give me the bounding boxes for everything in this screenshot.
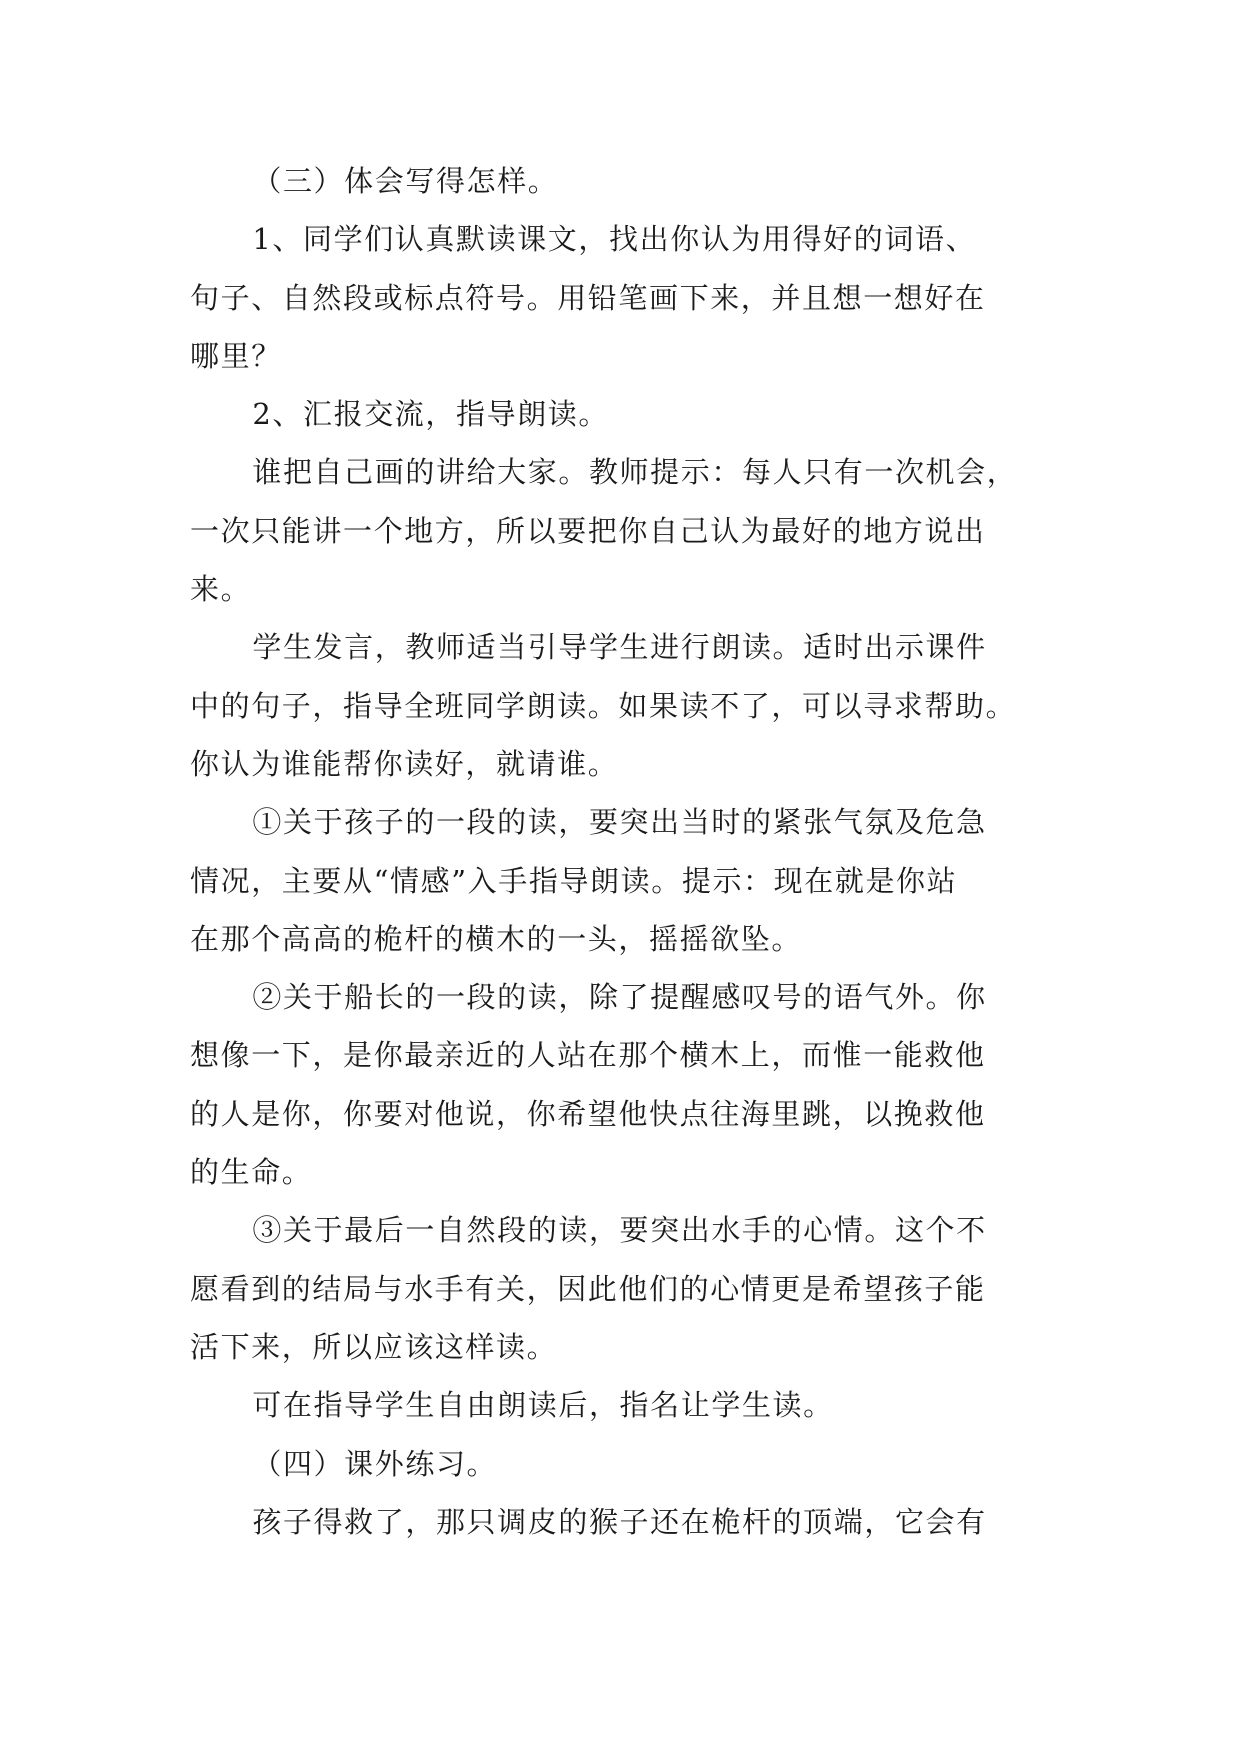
text-line: （三）体会写得怎样。	[252, 164, 559, 198]
text-line: 可在指导学生自由朗读后，指名让学生读。	[252, 1388, 834, 1423]
text-line: 一次只能讲一个地方，所以要把你自己认为最好的地方说出	[190, 513, 986, 548]
text-line: 活下来，所以应该这样读。	[190, 1329, 558, 1364]
text-line: ③关于最后一自然段的读，要突出水手的心情。这个不	[252, 1213, 987, 1248]
text-line: 谁把自己画的讲给大家。教师提示：每人只有一次机会，	[252, 455, 1018, 490]
paragraph	[190, 1493, 1052, 1551]
text-line: 想像一下，是你最亲近的人站在那个横木上，而惟一能救他	[190, 1038, 986, 1073]
paragraph	[190, 793, 1052, 968]
paragraph	[190, 968, 1052, 1201]
text-line: 的生命。	[190, 1155, 313, 1190]
paragraph	[190, 1376, 1052, 1434]
text-line: 来。	[190, 572, 252, 607]
text-line: 情况，主要从“情感”入手指导朗读。提示：现在就是你站	[190, 863, 958, 898]
paragraph	[190, 443, 1052, 618]
text-line: 你认为谁能帮你读好，就请谁。	[190, 746, 619, 781]
text-line: 的人是你，你要对他说，你希望他快点往海里跳，以挽救他	[190, 1096, 986, 1131]
paragraph	[190, 385, 1052, 443]
text-line: 句子、自然段或标点符号。用铅笔画下来，并且想一想好在	[190, 280, 986, 315]
text-line: 愿看到的结局与水手有关，因此他们的心情更是希望孩子能	[190, 1271, 986, 1306]
text-line: ②关于船长的一段的读，除了提醒感叹号的语气外。你	[252, 980, 987, 1015]
text-line: 哪里？	[190, 338, 282, 373]
paragraph	[190, 210, 1052, 385]
paragraph	[190, 1201, 1052, 1376]
document-body	[190, 152, 1052, 1551]
paragraph	[190, 1435, 1052, 1493]
paragraph	[190, 152, 1052, 210]
text-line: 学生发言，教师适当引导学生进行朗读。适时出示课件	[252, 630, 987, 665]
text-line: 孩子得救了，那只调皮的猴子还在桅杆的顶端，它会有	[252, 1504, 987, 1539]
paragraph	[190, 618, 1052, 793]
text-line: 2、汇报交流，指导朗读。	[252, 397, 609, 432]
text-line: 1、同学们认真默读课文，找出你认为用得好的词语、	[252, 222, 977, 257]
text-line: 在那个高高的桅杆的横木的一头，摇摇欲坠。	[190, 921, 803, 956]
text-line: ①关于孩子的一段的读，要突出当时的紧张气氛及危急	[252, 805, 987, 840]
text-line: （四）课外练习。	[252, 1446, 498, 1481]
text-line: 中的句子，指导全班同学朗读。如果读不了，可以寻求帮助。	[190, 688, 1017, 723]
